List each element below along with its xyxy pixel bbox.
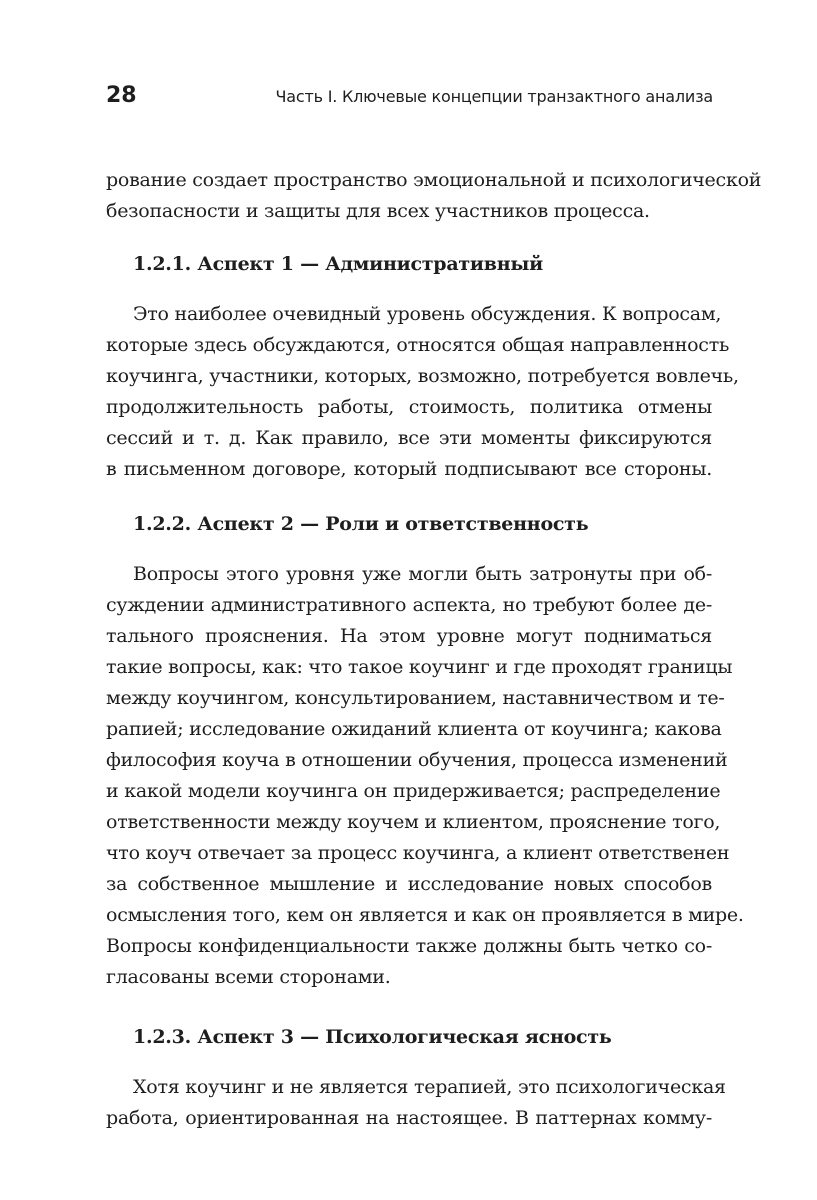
page-number: 28: [106, 83, 137, 108]
text-line: сессий и т. д. Как правило, все эти моменты фиксируются: [106, 427, 712, 449]
body-text: [106, 165, 762, 1134]
text-line: такие вопросы, как: что такое коучинг и где проходят границы: [106, 656, 733, 678]
section-body-aspect-2: [106, 559, 744, 993]
text-line: Хотя коучинг и не является терапией, это психологическая: [133, 1076, 726, 1098]
text-line: работа, ориентированная на настоящее. В паттернах комму-: [106, 1107, 712, 1129]
section-body-aspect-3: [106, 1072, 726, 1134]
text-line: коучинга, участники, которых, возможно, потребуется вовлечь,: [106, 365, 739, 387]
text-line: что коуч отвечает за процесс коучинга, а клиент ответственен: [106, 842, 730, 864]
text-line: Это наиболее очевидный уровень обсуждения. К вопросам,: [133, 303, 722, 325]
text-line: безопасности и защиты для всех участников процесса.: [106, 200, 650, 222]
text-line: ответственности между коучем и клиентом, прояснение того,: [106, 811, 721, 833]
text-line: и какой модели коучинга он придерживается; распределение: [106, 780, 721, 802]
running-header: [106, 80, 713, 112]
text-line: Вопросы конфиденциальности также должны быть четко со-: [106, 935, 712, 957]
text-line: которые здесь обсуждаются, относятся общая направленность: [106, 334, 730, 356]
text-line: гласованы всеми сторонами.: [106, 966, 391, 988]
section-heading-aspect-2: 1.2.2. Аспект 2 — Роли и ответственность: [133, 513, 589, 535]
text-line: рование создает пространство эмоциональной и психологической: [106, 169, 762, 191]
text-line: суждении административного аспекта, но требуют более де-: [106, 594, 712, 616]
section-heading-aspect-1: 1.2.1. Аспект 1 — Административный: [133, 253, 544, 275]
text-line: рапией; исследование ожиданий клиента от коучинга; какова: [106, 718, 722, 740]
text-line: осмысления того, кем он является и как он проявляется в мире.: [106, 904, 744, 926]
text-line: тального прояснения. На этом уровне могут подниматься: [106, 625, 712, 647]
text-line: в письменном договоре, который подписывают все стороны.: [106, 458, 712, 480]
running-title: Часть I. Ключевые концепции транзактного анализа: [275, 87, 713, 106]
text-line: между коучингом, консультированием, наставничеством и те-: [106, 687, 725, 709]
text-line: Вопросы этого уровня уже могли быть затронуты при об-: [133, 563, 712, 585]
section-body-aspect-1: [106, 299, 739, 485]
section-heading-aspect-3: 1.2.3. Аспект 3 — Психологическая ясность: [133, 1026, 612, 1048]
text-line: продолжительность работы, стоимость, политика отмены: [106, 396, 712, 418]
text-line: философия коуча в отношении обучения, процесса изменений: [106, 749, 728, 771]
text-line: за собственное мышление и исследование новых способов: [106, 873, 712, 895]
